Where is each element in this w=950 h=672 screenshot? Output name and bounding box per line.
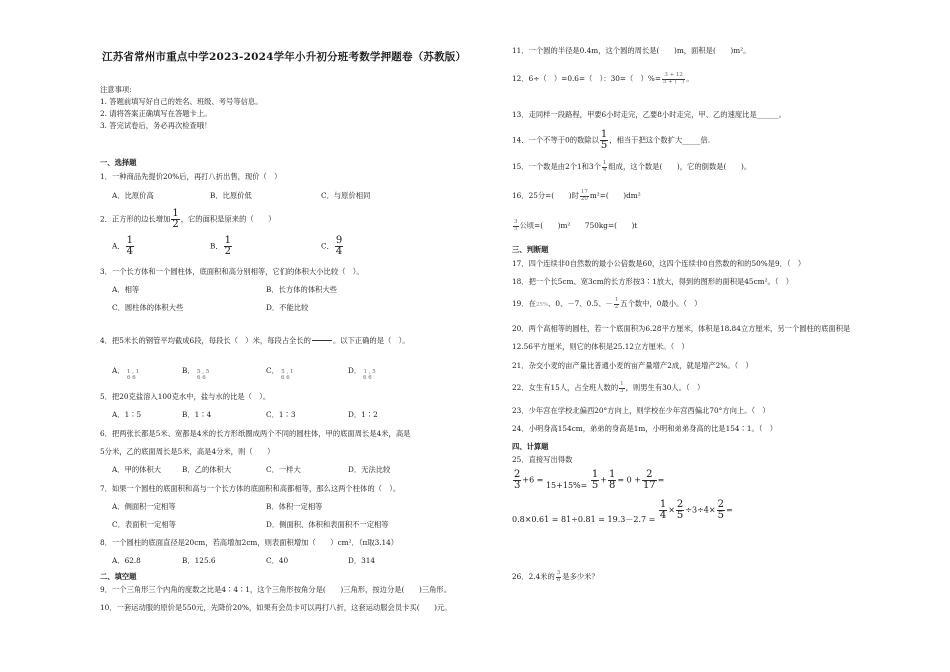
option-b-denominators: 6 6: [197, 375, 206, 381]
option-b: B． 5 , 5: [182, 366, 210, 375]
option-a: A．1∶5: [112, 410, 142, 419]
calc-row-1: $\frac{2}{3}$ +6 = 15+15%= $\frac{1}{5}$ + $\frac{1}{8}$ = 0 + $\frac{2}{17}$ =: [514, 469, 665, 491]
question-17: 17．四个连续非0自然数的最小公倍数是60，这四个连续非0自然数的和的50%是9．（ ）: [512, 259, 806, 268]
question-11: 11．一个圆的半径是0.4m，这个圆的周长是( )m，面积是( )m²。: [512, 46, 751, 55]
question-23: 23．少年宫在学校北偏西20°方向上，则学校在少年宫西偏北70°方向上。（ ）: [512, 406, 770, 415]
section-heading: 四、计算题: [512, 442, 549, 451]
option-d: D．1∶2: [348, 410, 378, 419]
option-d: D． 1 , 5: [348, 366, 376, 375]
question-4: 4．把5米长的钢管平均截成6段，每段长（ ）米，每段占全长的 。以下正确的是（ ）。: [100, 333, 410, 349]
option-d-denominators: 6 6: [363, 375, 372, 381]
option-b: B． $\frac{1}{2}$: [210, 235, 232, 257]
section-heading: 三、判断题: [512, 245, 549, 254]
option-c: C．圆柱体的体积大些: [112, 303, 184, 312]
paper-title: 江苏省常州市重点中学2023-2024学年小升初分班考数学押题卷（苏教版）: [102, 51, 467, 63]
note-item: 3. 答完试卷后，务必再次检查哦！: [100, 121, 212, 130]
option-a: A．甲的体积大: [112, 465, 162, 474]
option-b: B．长方体的体积大些: [266, 285, 338, 294]
question-18: 18．把一个长5cm、宽3cm的长方形按3∶1放大，得到的图形的面积是45cm²。（ ）: [512, 277, 794, 286]
question-16-line-1: 16．25分=( )时 $\frac{17}{20}$ m²=( )dm²: [512, 189, 641, 202]
section-heading: 二、填空题: [100, 572, 137, 581]
calc-row-2: 0.8×0.61 = 81÷0.81 = 19.3－2.7 = $\frac{1}{4}$ × $\frac{2}{5}$ ÷3÷4× $\frac{2}{5}$ =: [512, 499, 733, 524]
option-c: C．40: [266, 556, 289, 565]
section-heading: 一、选择题: [100, 158, 137, 167]
notes-heading: 注意事项:: [100, 85, 132, 94]
note-item: 1. 答题前填写好自己的姓名、班级、考号等信息。: [100, 97, 263, 106]
option-d: D．无法比较: [348, 465, 391, 474]
question-10: 10．一套运动服的原价是550元，先降价20%，如果有会员卡可以再打八折，这套运动服会员卡买( )元。: [100, 603, 452, 612]
question-6-line-1: 6．把两张长都是5米、宽都是4米的长方形纸圈成两个不同的圆柱体，甲的底面周长是4米，高是: [100, 429, 411, 438]
question-26: 26．2.4米的 $\frac{3}{8}$ 是多少米？: [512, 570, 599, 583]
question-21: 21．杂交小麦的亩产量比普通小麦的亩产量增产2成，就是增产2%。（ ）: [512, 361, 753, 370]
question-1: 1．一种商品先提价20%后，再打八折出售，现价（ ）: [100, 172, 282, 181]
question-12: 12．6÷（ ）=0.6=（ ）：30=（ ）%= $\frac{3 + 12}{5 + ( )}$ 。: [512, 72, 694, 85]
option-c-denominators: 6 6: [281, 375, 290, 381]
question-2: 2．正方形的边长增加 $\frac{1}{2}$ ，它的面积是原来的（ ）: [100, 208, 276, 230]
option-b: B．比原价低: [210, 191, 252, 200]
option-a: A．侧面积一定相等: [112, 502, 176, 511]
question-6-line-2: 5分米，乙的底面周长是5米，高是4分米，则（ ）: [100, 447, 275, 456]
question-9: 9．一个三角形三个内角的度数之比是4∶4∶1，这个三角形按角分是( )三角形，按边分是( )三角形。: [100, 585, 452, 594]
option-c: C．与原价相同: [321, 191, 371, 200]
note-item: 2. 请将答案正确填写在答题卡上。: [100, 109, 212, 118]
question-20-line-2: 12.56平方厘米，则它的体积是25.12立方厘米。（ ）: [512, 342, 689, 351]
option-c: C．一样大: [266, 465, 301, 474]
option-c: C．1∶3: [266, 410, 296, 419]
question-8: 8．一个圆柱的底面直径是20cm，若高增加2cm，则表面积增加（ ）cm²．（π取3.14）: [100, 538, 399, 547]
option-b: B．乙的体积大: [182, 465, 232, 474]
option-b: B．1∶4: [182, 410, 212, 419]
option-a: A． $\frac{1}{4}$: [112, 235, 133, 257]
question-20-line-1: 20．两个高相等的圆柱，若一个底面积为6.28平方厘米，体积是18.84立方厘米，另一个圆柱的底面积是: [512, 324, 851, 333]
question-3: 3．一个长方体和一个圆柱体，底面积和高分别相等，它们的体积大小比较（ ）。: [100, 267, 364, 276]
question-7: 7．如果一个圆柱的底面积和高与一个长方体的底面积和高都相等，那么这两个柱体的（ ）。: [100, 484, 401, 493]
question-15: 15．一个数是由2个1和3个 $\frac{1}{4}$ 组成，这个数是( )，它的倒数是( )。: [512, 160, 752, 173]
option-d: D．不能比较: [266, 303, 309, 312]
option-c: C．表面积一定相等: [112, 520, 176, 529]
option-c: C． 5 , 1: [266, 366, 294, 375]
question-13: 13．走同样一段路程，甲要6小时走完，乙要8小时走完，甲、乙的速度比是______。: [512, 110, 786, 119]
question-5: 5．把20克盐溶入100克水中，盐与水的比是（ ）。: [100, 392, 271, 401]
option-a: A．相等: [112, 285, 140, 294]
question-14: 14．一个不等于0的数除以 $\frac{1}{5}$ ，相当于把这个数扩大_____倍.: [512, 129, 711, 151]
question-25: 25．直接写出得数: [512, 455, 573, 464]
question-16-line-2: $\frac{3}{5}$ 公顷=( )m² 750kg=( )t: [514, 219, 638, 232]
question-22: 22．女生有15人，占全班人数的 $\frac{1}{3}$ ，则男生有30人。（ ）: [512, 381, 705, 394]
question-24: 24．小明身高154cm，弟弟的身高是1m，小明和弟弟身高的比是154∶1。（ ）: [512, 424, 778, 433]
option-b: B．125.6: [182, 556, 216, 565]
option-d: D．侧面积、体积和表面积不一定相等: [266, 520, 389, 529]
fraction: $\frac{1}{2}$: [172, 208, 179, 230]
option-a: A．62.8: [112, 556, 141, 565]
option-c: C． $\frac{9}{4}$: [321, 235, 343, 257]
option-d: D．314: [348, 556, 376, 565]
option-a-denominators: 6 6: [127, 375, 136, 381]
option-b: B．体积一定相等: [266, 502, 323, 511]
option-a: A． 1 , 1: [112, 366, 140, 375]
question-19: 19．在25%、0、－7、0.5、－ $\frac{1}{2}$ 五个数中，0最小。（ ）: [512, 297, 702, 310]
option-a: A．比原价高: [112, 191, 154, 200]
